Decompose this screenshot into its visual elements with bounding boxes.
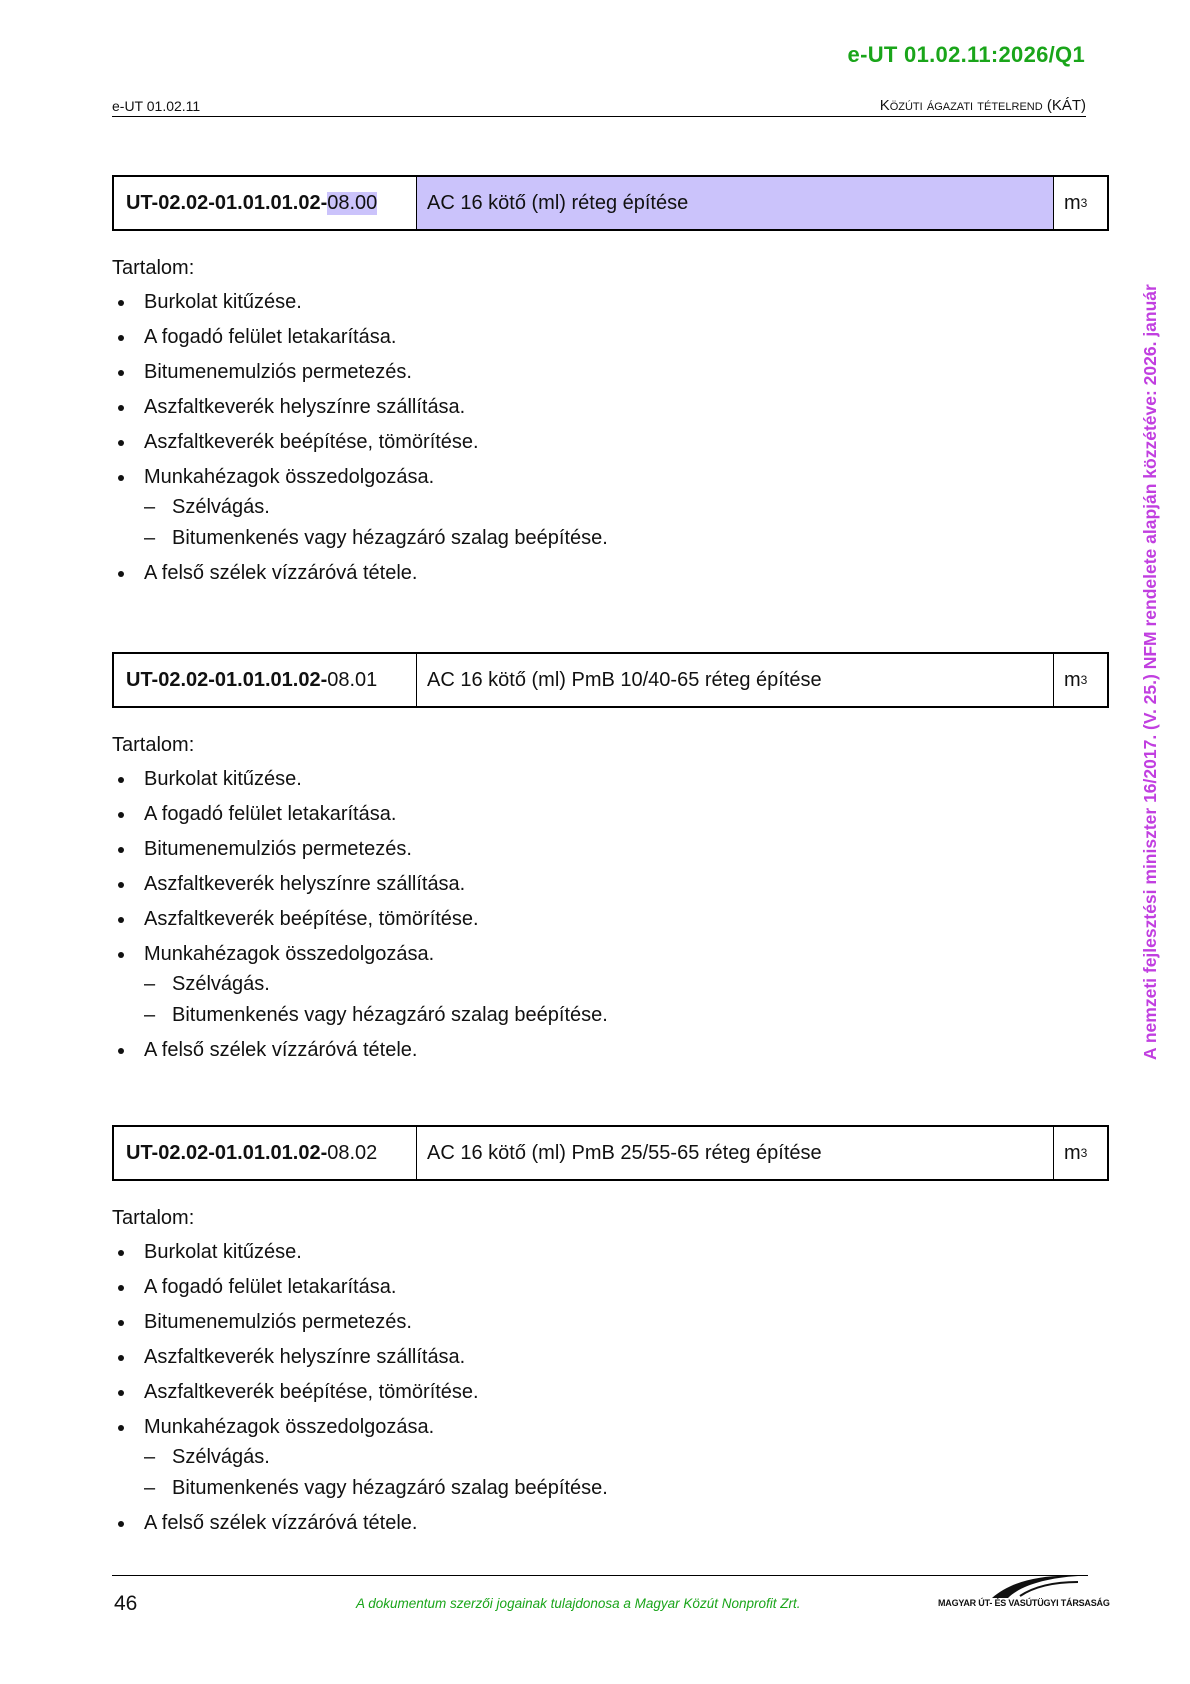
item-code-tail: 08.00 xyxy=(327,191,378,214)
list-item: A fogadó felület letakarítása. xyxy=(112,325,1112,349)
document-code: e-UT 01.02.11:2026/Q1 xyxy=(847,42,1085,67)
page-header xyxy=(112,96,1086,117)
list-item: Burkolat kitűzése. xyxy=(112,1240,1112,1264)
item-unit: m 3 xyxy=(1064,1141,1088,1164)
list-item: Aszfaltkeverék helyszínre szállítása. xyxy=(112,872,1112,896)
list-item: A felső szélek vízzáróvá tétele. xyxy=(112,561,1112,585)
sub-list-item: – Szélvágás. xyxy=(144,972,1112,996)
list-item: Aszfaltkeverék beépítése, tömörítése. xyxy=(112,430,1112,454)
road-swoosh-icon xyxy=(990,1572,1080,1600)
item-table xyxy=(112,1125,1109,1181)
list-item: Burkolat kitűzése. xyxy=(112,767,1112,791)
content-label: Tartalom: xyxy=(112,734,195,756)
item-code xyxy=(114,1127,417,1179)
content-label: Tartalom: xyxy=(112,1207,195,1229)
sub-list-item: – Bitumenkenés vagy hézagzáró szalag beépítése. xyxy=(144,526,1112,550)
item-unit: m 3 xyxy=(1064,191,1088,214)
list-item: A fogadó felület letakarítása. xyxy=(112,802,1112,826)
sub-list-item: – Bitumenkenés vagy hézagzáró szalag beépítése. xyxy=(144,1003,1112,1027)
list-item: Bitumenemulziós permetezés. xyxy=(112,837,1112,861)
item-block xyxy=(112,1125,1112,1546)
sub-list xyxy=(144,1445,1112,1500)
list-item: Aszfaltkeverék helyszínre szállítása. xyxy=(112,1345,1112,1369)
item-description: AC 16 kötő (ml) PmB 25/55-65 réteg építése xyxy=(417,1127,1054,1179)
item-description: AC 16 kötő (ml) PmB 10/40-65 réteg építése xyxy=(417,654,1054,706)
item-code-tail: 08.02 xyxy=(327,1141,378,1164)
list-item: Aszfaltkeverék beépítése, tömörítése. xyxy=(112,907,1112,931)
sub-list-item: – Szélvágás. xyxy=(144,1445,1112,1469)
society-logo xyxy=(938,1572,1110,1612)
sub-list xyxy=(144,972,1112,1027)
item-code xyxy=(114,177,417,229)
sub-list-item: – Szélvágás. xyxy=(144,495,1112,519)
item-code-bold: UT-02.02-01.01.01.02- xyxy=(126,1141,328,1164)
content-list xyxy=(112,767,1112,1062)
item-block xyxy=(112,175,1112,596)
list-item: Aszfaltkeverék beépítése, tömörítése. xyxy=(112,1380,1112,1404)
logo-text: MAGYAR ÚT- ÉS VASÚTÜGYI TÁRSASÁG xyxy=(938,1598,1110,1608)
list-item: Burkolat kitűzése. xyxy=(112,290,1112,314)
header-right: Közúti ágazati tételrend (KÁT) xyxy=(879,97,1086,114)
list-item: A felső szélek vízzáróvá tétele. xyxy=(112,1038,1112,1062)
item-block xyxy=(112,652,1112,1073)
content-list xyxy=(112,290,1112,585)
item-code-bold: UT-02.02-01.01.01.02- xyxy=(126,668,328,691)
sub-list-item: – Bitumenkenés vagy hézagzáró szalag beépítése. xyxy=(144,1476,1112,1500)
side-publication-note: A nemzeti fejlesztési miniszter 16/2017. (V. 25.) NFM rendelete alapján közzétéve: 2026. január xyxy=(1140,284,1160,1060)
list-item: A felső szélek vízzáróvá tétele. xyxy=(112,1511,1112,1535)
page-number: 46 xyxy=(114,1592,138,1615)
content-label: Tartalom: xyxy=(112,257,195,279)
item-code-tail: 08.01 xyxy=(327,668,378,691)
list-item: Aszfaltkeverék helyszínre szállítása. xyxy=(112,395,1112,419)
list-item: Munkahézagok összedolgozása. – Szélvágás. – Bitumenkenés vagy hézagzáró szalag beépítése. xyxy=(112,1415,1112,1500)
item-code xyxy=(114,654,417,706)
list-item: Bitumenemulziós permetezés. xyxy=(112,1310,1112,1334)
item-table xyxy=(112,652,1109,708)
list-item: Munkahézagok összedolgozása. – Szélvágás. – Bitumenkenés vagy hézagzáró szalag beépítése. xyxy=(112,465,1112,550)
sub-list xyxy=(144,495,1112,550)
copyright-notice: A dokumentum szerzői jogainak tulajdonosa a Magyar Közút Nonprofit Zrt. xyxy=(356,1596,801,1611)
item-unit: m 3 xyxy=(1064,668,1088,691)
item-code-bold: UT-02.02-01.01.01.02- xyxy=(126,191,328,214)
list-item: Munkahézagok összedolgozása. – Szélvágás. – Bitumenkenés vagy hézagzáró szalag beépítése. xyxy=(112,942,1112,1027)
item-description: AC 16 kötő (ml) réteg építése xyxy=(417,177,1054,229)
list-item: A fogadó felület letakarítása. xyxy=(112,1275,1112,1299)
item-table xyxy=(112,175,1109,231)
content-list xyxy=(112,1240,1112,1535)
list-item: Bitumenemulziós permetezés. xyxy=(112,360,1112,384)
header-left: e-UT 01.02.11 xyxy=(112,98,201,114)
